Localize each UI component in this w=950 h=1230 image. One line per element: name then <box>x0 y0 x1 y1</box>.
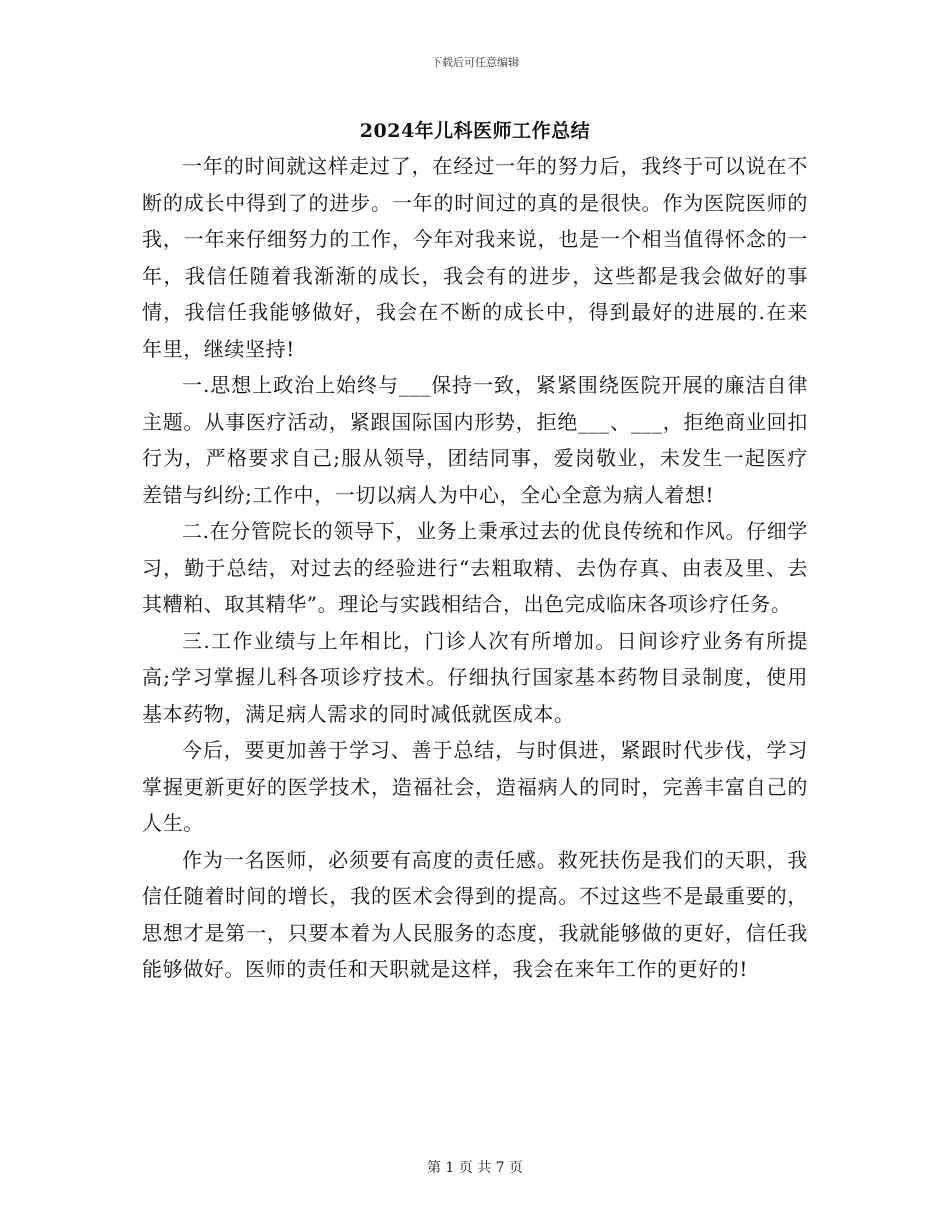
paragraph-section-3: 三.工作业绩与上年相比，门诊人次有所增加。日间诊疗业务有所提高;学习掌握儿科各项诊疗技术。仔细执行国家基本药物目录制度，使用基本药物，满足病人需求的同时减低就医成本。 <box>142 628 808 726</box>
page-indicator: 第 1 页 共 7 页 <box>426 1160 524 1176</box>
paragraph-future: 今后，要更加善于学习、善于总结，与时俱进，紧跟时代步伐，学习掌握更新更好的医学技术，造福社会，造福病人的同时，完善丰富自己的人生。 <box>142 738 808 835</box>
paragraph-section-2: 二.在分管院长的领导下，业务上秉承过去的优良传统和作风。仔细学习，勤于总结，对过去的经验进行“去粗取精、去伪存真、由表及里、去其糟粕、取其精华”。理论与实践相结合，出色完成临床各项诊疗任务。 <box>142 519 808 616</box>
document-body <box>142 148 808 988</box>
paragraph-conclusion: 作为一名医师，必须要有高度的责任感。救死扶伤是我们的天职，我信任随着时间的增长，我的医术会得到的提高。不过这些不是最重要的，思想才是第一，只要本着为人民服务的态度，我就能够做的更好，信任我能够做好。医师的责任和天职就是这样，我会在来年工作的更好的! <box>142 847 808 981</box>
paragraph-intro: 一年的时间就这样走过了，在经过一年的努力后，我终于可以说在不断的成长中得到了的进步。一年的时间过的真的是很快。作为医院医师的我，一年来仔细努力的工作，今年对我来说，也是一个相当值得怀念的一年，我信任随着我渐渐的成长，我会有的进步，这些都是我会做好的事情，我信任我能够做好，我会在不断的成长中，得到最好的进展的.在来年里，继续坚持! <box>142 154 808 361</box>
document-title: 2024年儿科医师工作总结 <box>359 120 591 142</box>
paragraph-section-1: 一.思想上政治上始终与___保持一致，紧紧围绕医院开展的廉洁自律主题。从事医疗活动，紧跟国际国内形势，拒绝___、___，拒绝商业回扣行为，严格要求自己;服从领导，团结同事，爱岗敬业，未发生一起医疗差错与纠纷;工作中，一切以病人为中心，全心全意为病人着想! <box>142 373 808 507</box>
header-note: 下载后可任意编辑 <box>431 56 519 69</box>
